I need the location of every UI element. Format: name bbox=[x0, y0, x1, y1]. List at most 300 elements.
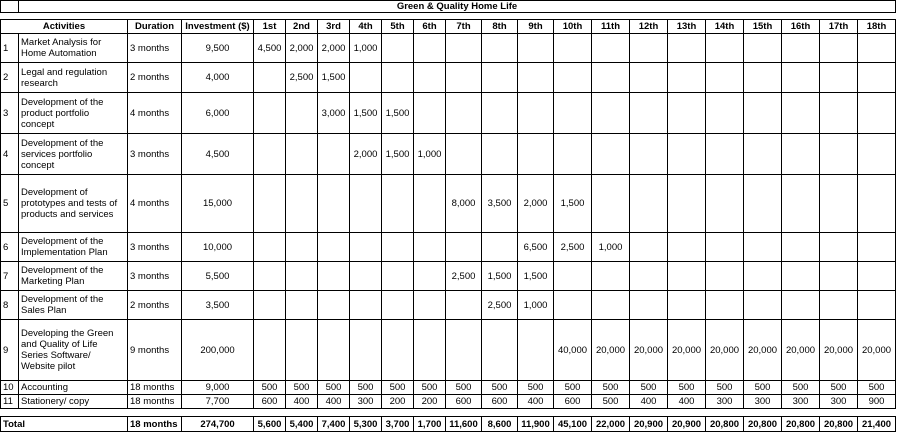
month-cell bbox=[446, 134, 482, 175]
month-cell: 300 bbox=[820, 395, 858, 409]
month-cell bbox=[820, 63, 858, 93]
month-cell: 20,000 bbox=[706, 320, 744, 381]
month-cell bbox=[254, 262, 286, 291]
month-cell bbox=[858, 134, 896, 175]
month-cell bbox=[668, 175, 706, 233]
month-cell bbox=[630, 175, 668, 233]
month-cell bbox=[350, 320, 382, 381]
header-month: 8th bbox=[482, 20, 518, 34]
month-cell bbox=[482, 63, 518, 93]
month-cell: 20,000 bbox=[592, 320, 630, 381]
month-cell: 300 bbox=[350, 395, 382, 409]
month-cell: 600 bbox=[446, 395, 482, 409]
month-cell: 20,000 bbox=[744, 320, 782, 381]
month-cell bbox=[350, 291, 382, 320]
title-row bbox=[1, 1, 896, 13]
month-cell bbox=[744, 63, 782, 93]
month-cell: 500 bbox=[518, 381, 554, 395]
month-cell: 1,500 bbox=[318, 63, 350, 93]
month-cell bbox=[414, 34, 446, 63]
month-cell bbox=[414, 63, 446, 93]
month-cell bbox=[630, 93, 668, 134]
month-cell: 500 bbox=[318, 381, 350, 395]
table-row bbox=[1, 233, 896, 262]
month-cell bbox=[820, 93, 858, 134]
investment-cell: 4,000 bbox=[182, 63, 254, 93]
header-month: 9th bbox=[518, 20, 554, 34]
month-cell: 500 bbox=[630, 381, 668, 395]
duration-cell: 4 months bbox=[128, 175, 182, 233]
investment-cell: 7,700 bbox=[182, 395, 254, 409]
month-cell: 1,500 bbox=[518, 262, 554, 291]
month-cell: 1,000 bbox=[592, 233, 630, 262]
month-cell bbox=[858, 262, 896, 291]
month-cell: 500 bbox=[554, 381, 592, 395]
month-cell bbox=[782, 262, 820, 291]
month-cell: 500 bbox=[592, 381, 630, 395]
month-cell: 2,000 bbox=[350, 134, 382, 175]
month-cell bbox=[350, 262, 382, 291]
month-cell bbox=[350, 63, 382, 93]
month-cell bbox=[254, 291, 286, 320]
month-cell: 200 bbox=[382, 395, 414, 409]
month-cell: 3,000 bbox=[318, 93, 350, 134]
month-cell bbox=[630, 34, 668, 63]
investment-cell: 200,000 bbox=[182, 320, 254, 381]
table-title: Green & Quality Home Life bbox=[19, 1, 896, 13]
month-cell bbox=[318, 291, 350, 320]
month-cell bbox=[744, 175, 782, 233]
month-cell bbox=[254, 175, 286, 233]
activity-cell: Developing the Green and Quality of Life Series Software/ Website pilot bbox=[19, 320, 128, 381]
total-month-cell: 21,400 bbox=[858, 417, 896, 432]
month-cell bbox=[782, 233, 820, 262]
month-cell: 2,000 bbox=[286, 34, 318, 63]
duration-cell: 2 months bbox=[128, 63, 182, 93]
month-cell bbox=[858, 291, 896, 320]
month-cell bbox=[554, 291, 592, 320]
investment-cell: 3,500 bbox=[182, 291, 254, 320]
month-cell bbox=[744, 34, 782, 63]
month-cell: 400 bbox=[668, 395, 706, 409]
month-cell: 500 bbox=[744, 381, 782, 395]
activity-cell: Development of the services portfolio concept bbox=[19, 134, 128, 175]
total-duration: 18 months bbox=[128, 417, 182, 432]
month-cell bbox=[782, 134, 820, 175]
month-cell bbox=[820, 134, 858, 175]
month-cell bbox=[630, 262, 668, 291]
total-month-cell: 20,800 bbox=[706, 417, 744, 432]
month-cell bbox=[820, 175, 858, 233]
total-month-cell: 7,400 bbox=[318, 417, 350, 432]
investment-cell: 9,500 bbox=[182, 34, 254, 63]
month-cell bbox=[482, 233, 518, 262]
month-cell bbox=[706, 291, 744, 320]
month-cell bbox=[446, 63, 482, 93]
header-month: 10th bbox=[554, 20, 592, 34]
month-cell: 20,000 bbox=[858, 320, 896, 381]
total-month-cell: 1,700 bbox=[414, 417, 446, 432]
month-cell: 2,500 bbox=[554, 233, 592, 262]
table-row bbox=[1, 63, 896, 93]
month-cell: 300 bbox=[744, 395, 782, 409]
month-cell: 2,500 bbox=[446, 262, 482, 291]
month-cell bbox=[858, 233, 896, 262]
month-cell: 600 bbox=[554, 395, 592, 409]
investment-cell: 4,500 bbox=[182, 134, 254, 175]
duration-cell: 3 months bbox=[128, 134, 182, 175]
month-cell bbox=[706, 34, 744, 63]
spacer-row bbox=[1, 409, 896, 417]
row-index: 11 bbox=[1, 395, 19, 409]
row-index: 2 bbox=[1, 63, 19, 93]
total-label: Total bbox=[1, 417, 128, 432]
month-cell bbox=[744, 291, 782, 320]
month-cell: 500 bbox=[858, 381, 896, 395]
month-cell: 400 bbox=[518, 395, 554, 409]
month-cell bbox=[744, 262, 782, 291]
month-cell: 500 bbox=[446, 381, 482, 395]
month-cell bbox=[446, 291, 482, 320]
month-cell: 2,500 bbox=[286, 63, 318, 93]
activity-cell: Development of the Marketing Plan bbox=[19, 262, 128, 291]
month-cell bbox=[482, 134, 518, 175]
activity-cell: Stationery/ copy bbox=[19, 395, 128, 409]
total-month-cell: 45,100 bbox=[554, 417, 592, 432]
row-index: 9 bbox=[1, 320, 19, 381]
activity-cell: Development of prototypes and tests of products and services bbox=[19, 175, 128, 233]
month-cell: 600 bbox=[254, 395, 286, 409]
month-cell bbox=[286, 291, 318, 320]
month-cell: 300 bbox=[706, 395, 744, 409]
table-row bbox=[1, 395, 896, 409]
duration-cell: 18 months bbox=[128, 381, 182, 395]
month-cell bbox=[592, 262, 630, 291]
month-cell bbox=[318, 134, 350, 175]
month-cell bbox=[414, 320, 446, 381]
activity-cell: Development of the Implementation Plan bbox=[19, 233, 128, 262]
duration-cell: 2 months bbox=[128, 291, 182, 320]
month-cell bbox=[446, 233, 482, 262]
month-cell: 500 bbox=[820, 381, 858, 395]
month-cell bbox=[318, 233, 350, 262]
month-cell bbox=[318, 262, 350, 291]
table-row bbox=[1, 320, 896, 381]
month-cell: 500 bbox=[592, 395, 630, 409]
month-cell bbox=[630, 134, 668, 175]
month-cell bbox=[630, 63, 668, 93]
month-cell bbox=[482, 320, 518, 381]
month-cell bbox=[820, 262, 858, 291]
month-cell bbox=[446, 93, 482, 134]
month-cell: 1,000 bbox=[414, 134, 446, 175]
row-index: 6 bbox=[1, 233, 19, 262]
total-month-cell: 20,900 bbox=[668, 417, 706, 432]
activity-cell: Accounting bbox=[19, 381, 128, 395]
header-month: 14th bbox=[706, 20, 744, 34]
month-cell: 200 bbox=[414, 395, 446, 409]
table-row bbox=[1, 175, 896, 233]
month-cell bbox=[706, 93, 744, 134]
header-month: 3rd bbox=[318, 20, 350, 34]
month-cell bbox=[668, 291, 706, 320]
month-cell: 1,500 bbox=[554, 175, 592, 233]
spacer-cell bbox=[1, 409, 896, 417]
total-month-cell: 22,000 bbox=[592, 417, 630, 432]
month-cell: 500 bbox=[350, 381, 382, 395]
header-month: 2nd bbox=[286, 20, 318, 34]
month-cell bbox=[414, 262, 446, 291]
month-cell bbox=[858, 63, 896, 93]
month-cell bbox=[414, 175, 446, 233]
month-cell bbox=[668, 93, 706, 134]
month-cell bbox=[706, 134, 744, 175]
table-row bbox=[1, 93, 896, 134]
month-cell bbox=[382, 233, 414, 262]
month-cell bbox=[858, 175, 896, 233]
month-cell: 500 bbox=[286, 381, 318, 395]
investment-cell: 5,500 bbox=[182, 262, 254, 291]
month-cell bbox=[254, 233, 286, 262]
investment-cell: 10,000 bbox=[182, 233, 254, 262]
month-cell bbox=[254, 93, 286, 134]
row-index: 1 bbox=[1, 34, 19, 63]
month-cell: 500 bbox=[668, 381, 706, 395]
month-cell: 2,000 bbox=[518, 175, 554, 233]
activity-cell: Legal and regulation research bbox=[19, 63, 128, 93]
month-cell bbox=[350, 233, 382, 262]
table-row bbox=[1, 134, 896, 175]
table-row bbox=[1, 34, 896, 63]
month-cell bbox=[254, 320, 286, 381]
month-cell: 40,000 bbox=[554, 320, 592, 381]
month-cell bbox=[668, 34, 706, 63]
row-index: 3 bbox=[1, 93, 19, 134]
month-cell bbox=[820, 233, 858, 262]
header-month: 7th bbox=[446, 20, 482, 34]
month-cell bbox=[254, 63, 286, 93]
total-month-cell: 8,600 bbox=[482, 417, 518, 432]
month-cell bbox=[382, 291, 414, 320]
month-cell bbox=[382, 175, 414, 233]
activity-cell: Market Analysis for Home Automation bbox=[19, 34, 128, 63]
month-cell bbox=[414, 233, 446, 262]
header-month: 18th bbox=[858, 20, 896, 34]
month-cell bbox=[592, 291, 630, 320]
table-row bbox=[1, 381, 896, 395]
month-cell bbox=[706, 233, 744, 262]
month-cell bbox=[482, 34, 518, 63]
month-cell bbox=[382, 63, 414, 93]
month-cell bbox=[744, 233, 782, 262]
investment-cell: 6,000 bbox=[182, 93, 254, 134]
row-index: 8 bbox=[1, 291, 19, 320]
month-cell: 1,500 bbox=[382, 134, 414, 175]
month-cell bbox=[554, 34, 592, 63]
month-cell: 20,000 bbox=[820, 320, 858, 381]
month-cell bbox=[782, 34, 820, 63]
month-cell bbox=[592, 34, 630, 63]
header-row bbox=[1, 20, 896, 34]
header-month: 15th bbox=[744, 20, 782, 34]
gap-row bbox=[1, 13, 896, 20]
total-row bbox=[1, 417, 896, 432]
header-month: 13th bbox=[668, 20, 706, 34]
month-cell bbox=[518, 34, 554, 63]
total-month-cell: 20,800 bbox=[744, 417, 782, 432]
month-cell bbox=[318, 175, 350, 233]
total-month-cell: 5,600 bbox=[254, 417, 286, 432]
month-cell bbox=[630, 291, 668, 320]
month-cell bbox=[286, 233, 318, 262]
duration-cell: 3 months bbox=[128, 233, 182, 262]
month-cell bbox=[286, 134, 318, 175]
month-cell bbox=[350, 175, 382, 233]
month-cell bbox=[592, 93, 630, 134]
table-body bbox=[1, 1, 896, 432]
month-cell bbox=[518, 63, 554, 93]
header-activities: Activities bbox=[1, 20, 128, 34]
total-month-cell: 5,400 bbox=[286, 417, 318, 432]
duration-cell: 4 months bbox=[128, 93, 182, 134]
month-cell bbox=[554, 134, 592, 175]
total-month-cell: 5,300 bbox=[350, 417, 382, 432]
total-month-cell: 20,800 bbox=[782, 417, 820, 432]
month-cell bbox=[668, 233, 706, 262]
month-cell: 400 bbox=[630, 395, 668, 409]
total-month-cell: 11,600 bbox=[446, 417, 482, 432]
month-cell: 400 bbox=[318, 395, 350, 409]
month-cell: 1,500 bbox=[350, 93, 382, 134]
month-cell: 20,000 bbox=[782, 320, 820, 381]
month-cell: 600 bbox=[482, 395, 518, 409]
header-month: 1st bbox=[254, 20, 286, 34]
month-cell: 1,500 bbox=[482, 262, 518, 291]
month-cell bbox=[744, 134, 782, 175]
month-cell: 1,000 bbox=[518, 291, 554, 320]
month-cell bbox=[382, 320, 414, 381]
month-cell bbox=[518, 320, 554, 381]
title-spacer bbox=[1, 1, 19, 13]
month-cell bbox=[286, 93, 318, 134]
activity-cell: Development of the product portfolio concept bbox=[19, 93, 128, 134]
month-cell bbox=[554, 63, 592, 93]
header-month: 16th bbox=[782, 20, 820, 34]
month-cell bbox=[706, 175, 744, 233]
row-index: 7 bbox=[1, 262, 19, 291]
month-cell: 20,000 bbox=[668, 320, 706, 381]
month-cell: 3,500 bbox=[482, 175, 518, 233]
month-cell: 20,000 bbox=[630, 320, 668, 381]
month-cell bbox=[286, 320, 318, 381]
month-cell bbox=[782, 93, 820, 134]
header-month: 17th bbox=[820, 20, 858, 34]
month-cell bbox=[744, 93, 782, 134]
total-month-cell: 11,900 bbox=[518, 417, 554, 432]
header-month: 6th bbox=[414, 20, 446, 34]
month-cell: 400 bbox=[286, 395, 318, 409]
month-cell bbox=[668, 262, 706, 291]
header-month: 11th bbox=[592, 20, 630, 34]
month-cell bbox=[858, 93, 896, 134]
month-cell bbox=[414, 291, 446, 320]
row-index: 5 bbox=[1, 175, 19, 233]
month-cell bbox=[782, 291, 820, 320]
total-month-cell: 3,700 bbox=[382, 417, 414, 432]
month-cell: 500 bbox=[782, 381, 820, 395]
activity-cell: Development of the Sales Plan bbox=[19, 291, 128, 320]
month-cell: 300 bbox=[782, 395, 820, 409]
month-cell bbox=[782, 175, 820, 233]
month-cell bbox=[630, 233, 668, 262]
row-index: 4 bbox=[1, 134, 19, 175]
month-cell bbox=[554, 93, 592, 134]
month-cell: 2,000 bbox=[318, 34, 350, 63]
investment-cell: 9,000 bbox=[182, 381, 254, 395]
month-cell: 500 bbox=[382, 381, 414, 395]
month-cell: 500 bbox=[254, 381, 286, 395]
header-duration: Duration bbox=[128, 20, 182, 34]
month-cell bbox=[482, 93, 518, 134]
month-cell: 500 bbox=[482, 381, 518, 395]
table-row bbox=[1, 262, 896, 291]
month-cell bbox=[858, 34, 896, 63]
month-cell bbox=[518, 93, 554, 134]
duration-cell: 3 months bbox=[128, 262, 182, 291]
month-cell bbox=[286, 175, 318, 233]
table-row bbox=[1, 291, 896, 320]
investment-cell: 15,000 bbox=[182, 175, 254, 233]
month-cell bbox=[446, 34, 482, 63]
month-cell: 500 bbox=[414, 381, 446, 395]
month-cell: 4,500 bbox=[254, 34, 286, 63]
total-month-cell: 20,800 bbox=[820, 417, 858, 432]
month-cell bbox=[668, 63, 706, 93]
month-cell bbox=[706, 262, 744, 291]
month-cell bbox=[592, 134, 630, 175]
month-cell: 2,500 bbox=[482, 291, 518, 320]
row-index: 10 bbox=[1, 381, 19, 395]
month-cell bbox=[782, 63, 820, 93]
header-month: 12th bbox=[630, 20, 668, 34]
gap-cell bbox=[1, 13, 896, 20]
header-month: 5th bbox=[382, 20, 414, 34]
month-cell bbox=[592, 175, 630, 233]
month-cell bbox=[668, 134, 706, 175]
header-investment: Investment ($) bbox=[182, 20, 254, 34]
month-cell: 900 bbox=[858, 395, 896, 409]
month-cell bbox=[254, 134, 286, 175]
total-investment: 274,700 bbox=[182, 417, 254, 432]
total-month-cell: 20,900 bbox=[630, 417, 668, 432]
month-cell bbox=[592, 63, 630, 93]
duration-cell: 3 months bbox=[128, 34, 182, 63]
duration-cell: 9 months bbox=[128, 320, 182, 381]
month-cell bbox=[382, 34, 414, 63]
month-cell: 500 bbox=[706, 381, 744, 395]
month-cell: 1,000 bbox=[350, 34, 382, 63]
month-cell bbox=[382, 262, 414, 291]
month-cell bbox=[286, 262, 318, 291]
month-cell bbox=[706, 63, 744, 93]
month-cell bbox=[518, 134, 554, 175]
month-cell bbox=[554, 262, 592, 291]
month-cell: 1,500 bbox=[382, 93, 414, 134]
month-cell bbox=[414, 93, 446, 134]
month-cell bbox=[820, 34, 858, 63]
duration-cell: 18 months bbox=[128, 395, 182, 409]
header-month: 4th bbox=[350, 20, 382, 34]
